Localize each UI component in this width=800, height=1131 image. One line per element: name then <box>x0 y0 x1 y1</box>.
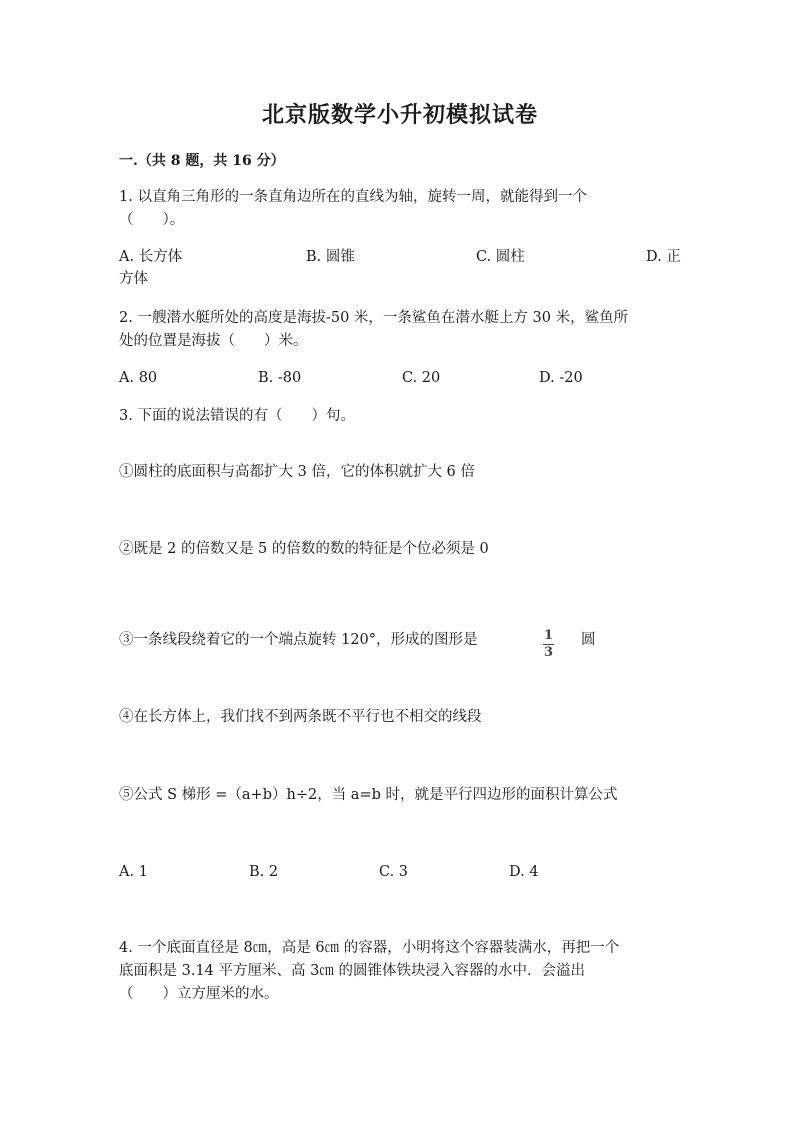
question-1-option-a: A. 长方体 <box>119 249 183 265</box>
question-4-stem-line-1: 4. 一个底面直径是 8㎝，高是 6㎝ 的容器，小明将这个容器装满水，再把一个 <box>119 940 620 956</box>
question-3-stem: 3. 下面的说法错误的有（ ）句。 <box>119 408 355 424</box>
question-2-stem-line-1: 2. 一艘潜水艇所处的高度是海拔-50 米，一条鲨鱼在潜水艇上方 30 米，鲨鱼所 <box>119 310 629 326</box>
question-2-option-b: B. -80 <box>258 370 302 386</box>
question-3-statement-3: ③一条线段绕着它的一个端点旋转 120°，形成的图形是 <box>119 632 478 648</box>
question-2-option-d: D. -20 <box>539 370 583 386</box>
page-title: 北京版数学小升初模拟试卷 <box>261 102 538 128</box>
question-3-option-b: B. 2 <box>249 864 279 880</box>
question-3-statement-3-suffix: 圆 <box>581 632 596 648</box>
question-3-statement-1: ①圆柱的底面积与高都扩大 3 倍，它的体积就扩大 6 倍 <box>119 464 475 480</box>
question-1-stem-line-2: （ ）。 <box>119 212 185 228</box>
question-1-option-d: D. 正 <box>646 249 681 265</box>
question-1-option-b: B. 圆锥 <box>306 249 355 265</box>
question-1-option-d-wrap: 方体 <box>119 271 148 287</box>
question-3-option-d: D. 4 <box>509 864 539 880</box>
question-4-stem-line-2: 底面积是 3.14 平方厘米、高 3㎝ 的圆锥体铁块浸入容器的水中．会溢出 <box>119 963 585 979</box>
question-1-stem-line-1: 1. 以直角三角形的一条直角边所在的直线为轴，旋转一周，就能得到一个 <box>119 189 587 205</box>
question-2-option-c: C. 20 <box>402 370 441 386</box>
fraction-one-third <box>543 624 554 660</box>
question-3-option-a: A. 1 <box>119 864 148 880</box>
question-3-option-c: C. 3 <box>379 864 409 880</box>
question-2-stem-line-2: 处的位置是海拔（ ）米。 <box>119 333 308 349</box>
question-3-statement-4: ④在长方体上，我们找不到两条既不平行也不相交的线段 <box>119 709 482 725</box>
question-3-statement-2: ②既是 2 的倍数又是 5 的倍数的数的特征是个位必须是 0 <box>119 541 489 557</box>
section-header: 一.（共 8 题，共 16 分） <box>119 153 285 169</box>
question-3-statement-5: ⑤公式 S 梯形 =（a+b）h÷2，当 a=b 时，就是平行四边形的面积计算公式 <box>119 787 618 803</box>
question-2-option-a: A. 80 <box>119 370 158 386</box>
fraction-denominator: 3 <box>543 645 554 660</box>
question-1-option-c: C. 圆柱 <box>476 249 525 265</box>
question-4-stem-line-3: （ ）立方厘米的水。 <box>119 986 279 1002</box>
fraction-numerator: 1 <box>543 628 554 643</box>
